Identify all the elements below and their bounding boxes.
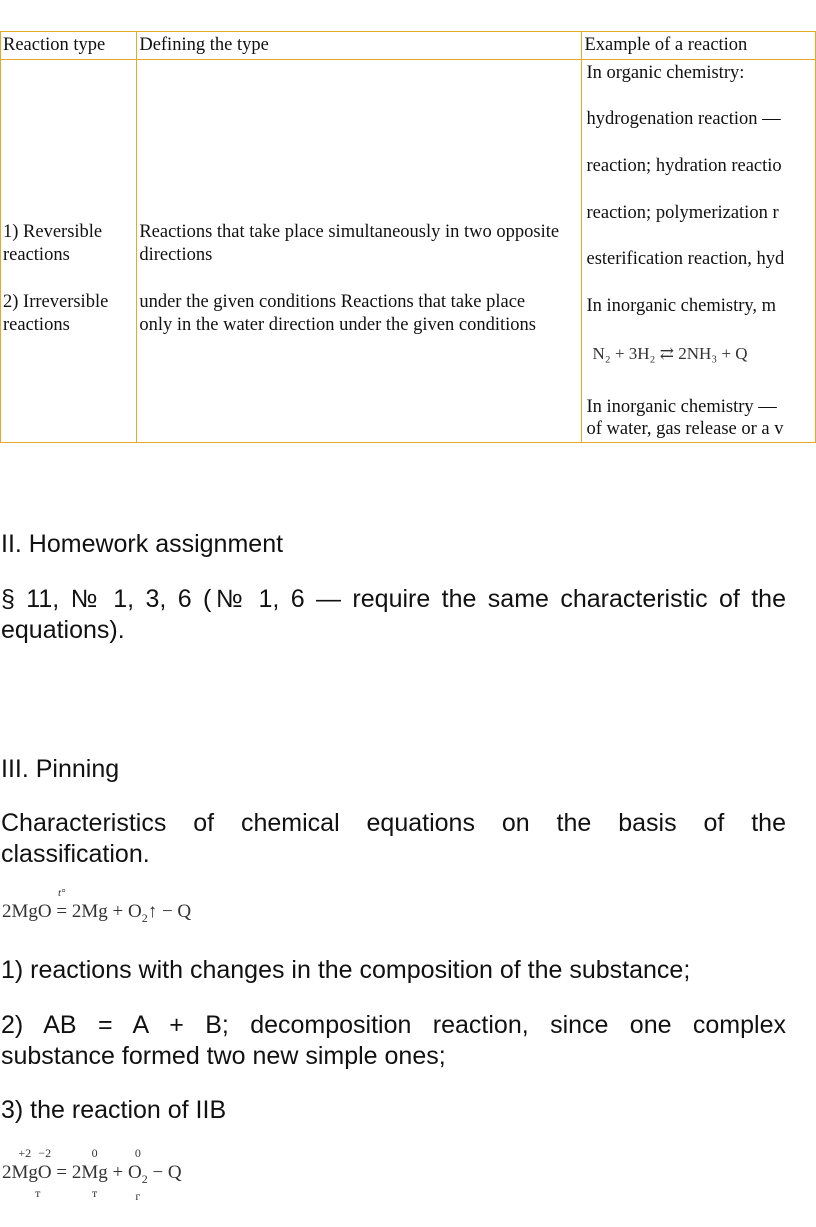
reaction-type-line: reactions — [3, 315, 70, 335]
eq-heat-sign — [56, 887, 68, 923]
table-header-row — [1, 32, 816, 60]
definition-line: directions — [139, 245, 213, 265]
eq2-coefficient: 2 — [2, 1162, 12, 1183]
table-row — [1, 60, 816, 443]
equals-sign: = — [56, 901, 68, 922]
element-symbol: Mg — [11, 1162, 38, 1183]
characteristic-item-2: 2) AB = A + B; decomposition reaction, since one complex — [1, 1011, 786, 1039]
oxidation-state: +2 — [18, 1146, 32, 1160]
reaction-type-cell — [1, 60, 137, 443]
eq2-tail: − Q — [152, 1162, 182, 1183]
example-line: hydrogenation reaction — — [586, 109, 781, 129]
eq-lhs: 2MgO — [2, 901, 52, 922]
phase-label: г — [135, 1188, 141, 1203]
example-line: reaction; hydration reactio — [586, 156, 782, 176]
definition-line: Reactions that take place simultaneously in two opposite — [139, 222, 560, 242]
element-symbol: O — [127, 1162, 142, 1183]
definition-line: under the given conditions Reactions that take place — [139, 292, 526, 312]
oxidation-state: 0 — [134, 1146, 141, 1160]
eq2-o-reactant — [35, 1146, 52, 1200]
eq2-o-product — [127, 1146, 148, 1203]
eq2-middle: = 2 — [56, 1162, 82, 1183]
characteristic-item-2-cont: substance formed two new simple ones; — [1, 1042, 446, 1070]
heat-condition: t° — [58, 887, 66, 899]
eq2-mg-product — [81, 1146, 108, 1200]
reaction-type-line: 1) Reversible — [3, 222, 103, 242]
eq-subscript: 2 — [141, 910, 148, 925]
homework-line: equations). — [1, 616, 125, 644]
oxidation-state: −2 — [38, 1146, 52, 1160]
reaction-types-table — [0, 31, 816, 443]
ammonia-equation: N₂ + 3H₂ ⇄ 2NH₃ + Q — [592, 344, 748, 363]
reaction-type-line: reactions — [3, 245, 70, 265]
header-reaction-type: Reaction type — [1, 32, 137, 60]
eq2-mg-reactant — [11, 1146, 38, 1184]
example-line: of water, gas release or a v — [586, 419, 784, 439]
pinning-intro-line: classification. — [1, 840, 150, 868]
oxidation-state: 0 — [91, 1146, 98, 1160]
characteristic-item-3: 3) the reaction of IIB — [1, 1096, 227, 1124]
element-symbol: Mg — [81, 1162, 108, 1183]
example-line: In inorganic chemistry, m — [586, 296, 777, 316]
phase-label: т — [91, 1186, 98, 1200]
example-line: In organic chemistry: — [586, 63, 745, 83]
example-line: reaction; polymerization r — [586, 203, 779, 223]
subscript: 2 — [141, 1171, 148, 1186]
eq-rhs: 2Mg + O — [71, 901, 142, 922]
element-symbol: O — [37, 1162, 52, 1183]
example-line: esterification reaction, hyd — [586, 249, 785, 269]
homework-line: § 11, № 1, 3, 6 (№ 1, 6 — require the same characteristic of the — [1, 585, 786, 613]
plus-sign: + — [112, 1162, 124, 1183]
redox-equation — [2, 1146, 182, 1203]
example-line: In inorganic chemistry — — [586, 397, 777, 417]
magnesium-oxide-decomposition-equation — [2, 887, 192, 926]
header-example: Example of a reaction — [582, 32, 816, 60]
characteristic-item-1: 1) reactions with changes in the composition of the substance; — [1, 956, 691, 984]
pinning-heading: III. Pinning — [1, 755, 120, 783]
definition-line: only in the water direction under the given conditions — [139, 315, 536, 335]
header-defining-type: Defining the type — [137, 32, 582, 60]
definition-cell — [137, 60, 582, 443]
phase-label: т — [35, 1186, 41, 1200]
pinning-intro-line: Characteristics of chemical equations on the basis of the — [1, 809, 786, 837]
example-cell — [582, 60, 816, 443]
eq-rhs-tail: ↑ − Q — [147, 901, 192, 922]
reaction-type-line: 2) Irreversible — [3, 292, 109, 312]
homework-heading: II. Homework assignment — [1, 530, 284, 558]
